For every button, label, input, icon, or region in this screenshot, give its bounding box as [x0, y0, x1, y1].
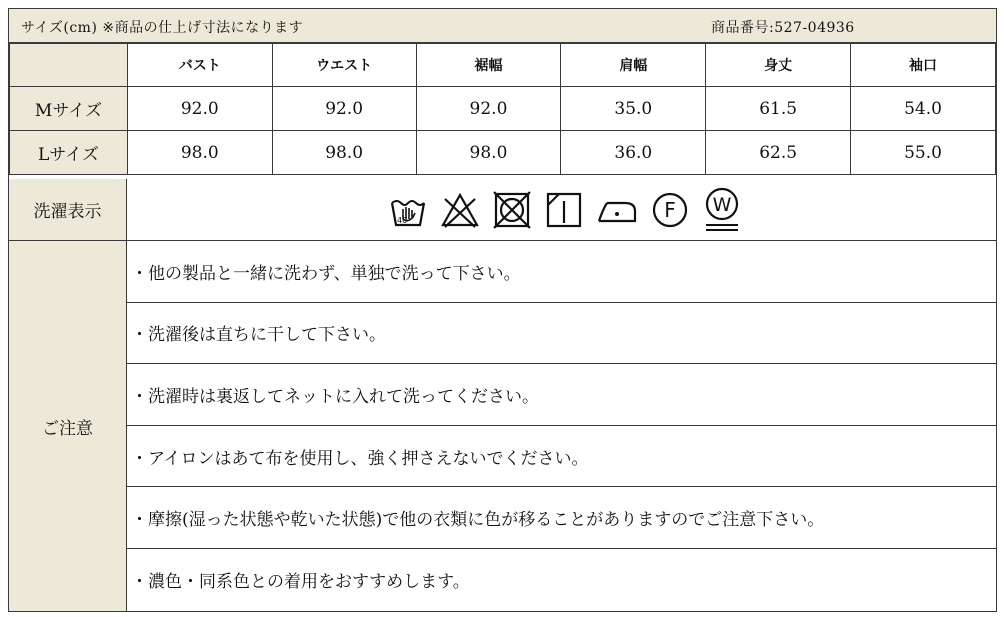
list-item: ・洗濯時は裏返してネットに入れて洗ってください。 — [127, 364, 996, 426]
no-tumble-dry-icon — [491, 189, 533, 231]
wet-clean-w-icon — [701, 187, 743, 233]
table-row — [10, 87, 996, 131]
notes-list — [127, 241, 996, 611]
notes-section — [9, 241, 996, 611]
dry-clean-f-icon — [649, 189, 691, 231]
table-cell: 92.0 — [272, 87, 416, 131]
iron-low-icon — [595, 189, 639, 231]
header-bar — [9, 9, 996, 43]
list-item: ・他の製品と一緒に洗わず、単独で洗って下さい。 — [127, 241, 996, 303]
product-number: 商品番号:527-04936 — [711, 20, 855, 36]
table-row — [10, 131, 996, 175]
table-cell: 35.0 — [561, 87, 706, 131]
notes-heading: ご注意 — [9, 241, 127, 611]
row-label-l: Lサイズ — [10, 131, 128, 175]
table-cell: 98.0 — [272, 131, 416, 175]
table-cell: 55.0 — [851, 131, 996, 175]
table-cell: 62.5 — [706, 131, 851, 175]
care-symbol-text: W — [712, 194, 732, 216]
column-header-cuff: 袖口 — [851, 44, 996, 87]
table-cell: 54.0 — [851, 87, 996, 131]
size-chart — [8, 8, 997, 612]
line-dry-shade-icon — [543, 189, 585, 231]
no-bleach-triangle-icon — [439, 189, 481, 231]
list-item: ・アイロンはあて布を使用し、強く押さえないでください。 — [127, 426, 996, 488]
header-title: サイズ(cm) ※商品の仕上げ寸法になります — [21, 20, 304, 36]
care-symbols — [387, 185, 743, 235]
table-cell: 98.0 — [416, 131, 561, 175]
column-header-shoulder-width: 肩幅 — [561, 44, 706, 87]
size-table-header-row — [10, 44, 996, 87]
list-item: ・濃色・同系色との着用をおすすめします。 — [131, 572, 470, 593]
column-header-bust: バスト — [127, 44, 272, 87]
table-cell: 98.0 — [127, 131, 272, 175]
table-cell: 92.0 — [127, 87, 272, 131]
column-header-length: 身丈 — [706, 44, 851, 87]
size-table — [9, 43, 996, 175]
table-cell: 61.5 — [706, 87, 851, 131]
column-header-hem-width: 裾幅 — [416, 44, 561, 87]
row-label-m: Mサイズ — [10, 87, 128, 131]
care-symbol-text: 40 — [397, 216, 408, 225]
table-corner-cell — [10, 44, 128, 87]
care-label-row — [9, 179, 996, 241]
list-item: ・摩擦(湿った状態や乾いた状態)で他の衣類に色が移ることがありますのでご注意下さい。 — [127, 487, 996, 549]
column-header-waist: ウエスト — [272, 44, 416, 87]
care-label-heading: 洗濯表示 — [9, 179, 127, 240]
list-item: ・洗濯後は直ちに干して下さい。 — [127, 303, 996, 365]
care-symbol-text: F — [664, 198, 676, 222]
hand-wash-tub-icon — [387, 189, 429, 231]
table-cell: 92.0 — [416, 87, 561, 131]
table-cell: 36.0 — [561, 131, 706, 175]
